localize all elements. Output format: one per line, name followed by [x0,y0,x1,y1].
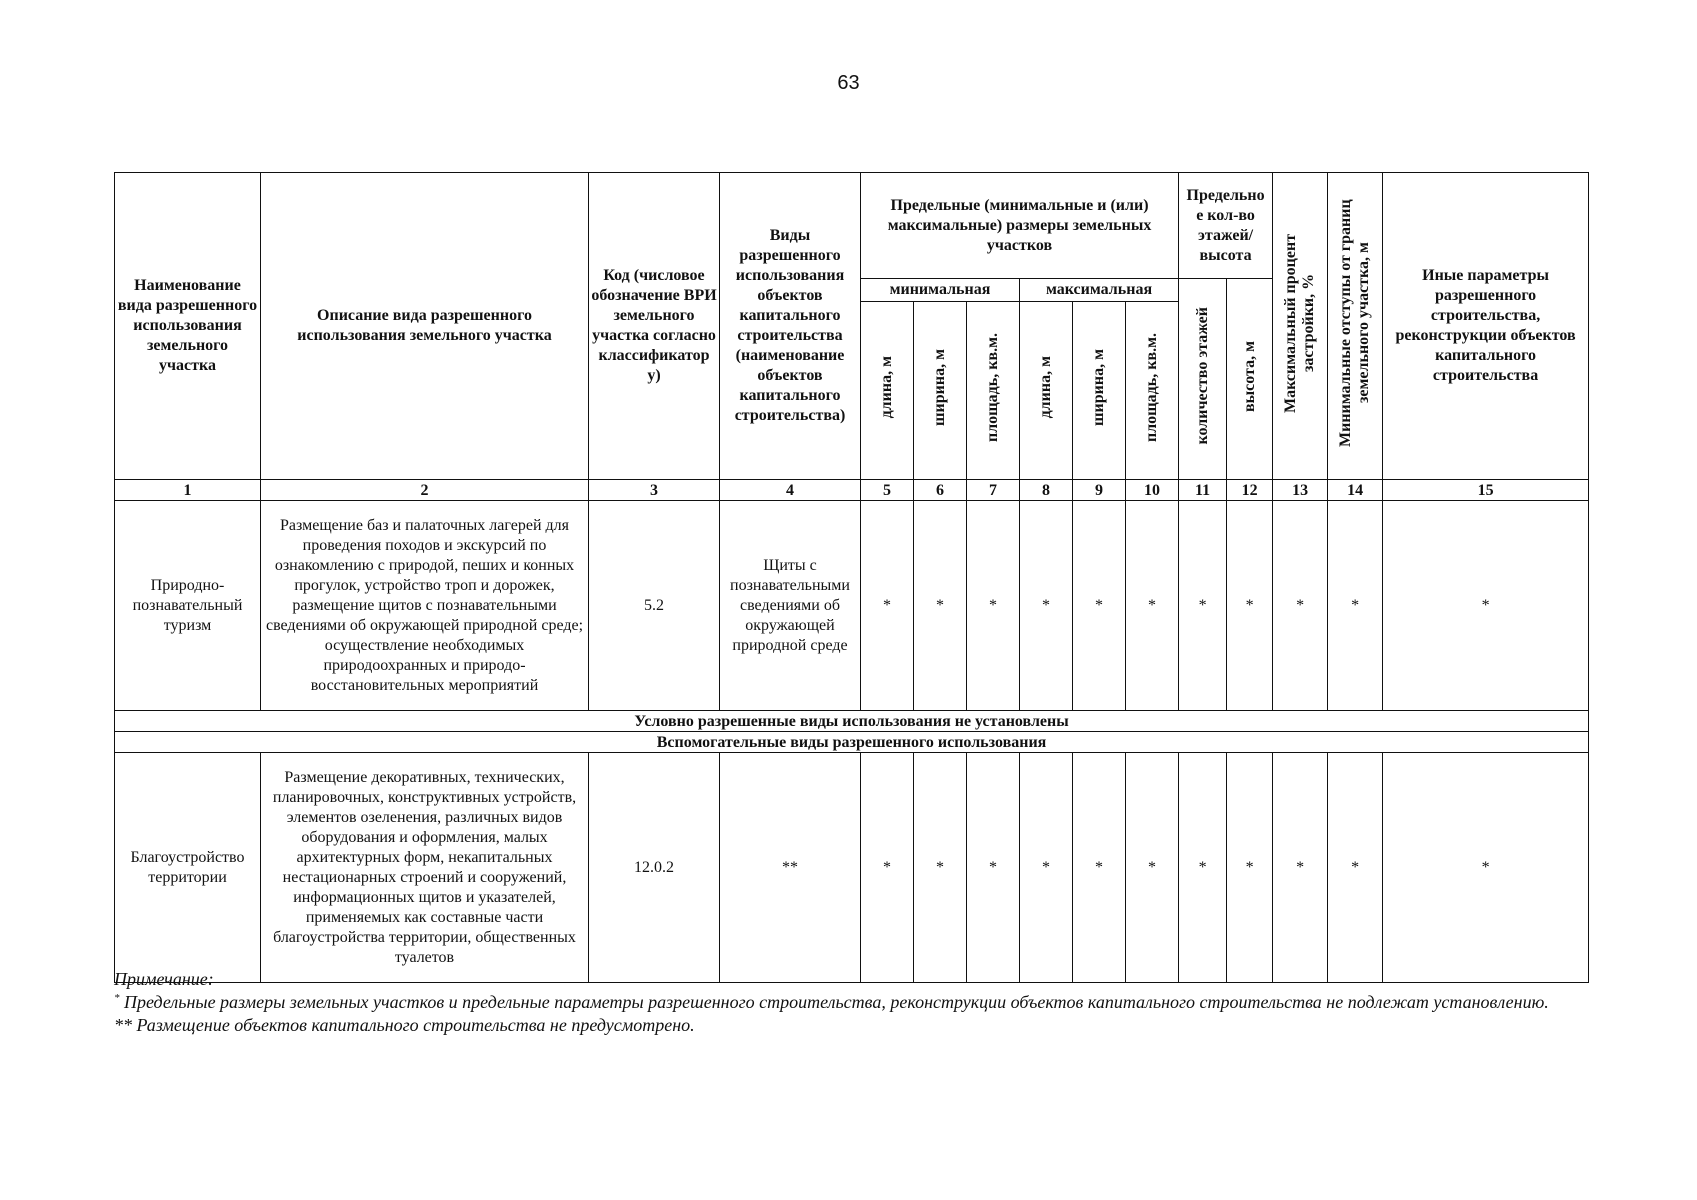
column-number: 8 [1020,480,1073,501]
min-width-value: * [914,753,967,983]
column-number: 5 [861,480,914,501]
min-length-value: * [861,501,914,711]
min-area-value: * [967,753,1020,983]
height-value: * [1227,753,1273,983]
page-number: 63 [837,72,860,94]
min-area-value: * [967,501,1020,711]
table-row [115,501,1589,711]
column-number: 4 [720,480,861,501]
header-capital-construction-types: Виды разрешенного использования объектов капитального строительства (наименование объектов капитального строительства) [720,173,861,480]
vri-code: 5.2 [589,501,720,711]
capital-objects: ** [720,753,861,983]
max-width-value: * [1073,501,1126,711]
column-number: 11 [1179,480,1227,501]
header-max-length-text: длина, м [1037,356,1054,419]
note-1-mark: * [114,992,120,1004]
column-number: 3 [589,480,720,501]
note-1 [114,991,1594,1014]
header-land-use-description: Описание вида разрешенного использования земельного участка [261,173,589,480]
max-length-value: * [1020,753,1073,983]
other-params-value: * [1383,501,1589,711]
header-min-setback [1328,173,1383,480]
column-number: 14 [1328,480,1383,501]
notes-title: Примечание: [114,969,214,989]
column-number: 10 [1126,480,1179,501]
header-maximum: максимальная [1020,279,1179,302]
header-max-area-text: площадь, кв.м. [1143,332,1161,442]
notes-block [114,968,1594,1037]
max-width-value: * [1073,753,1126,983]
min-length-value: * [861,753,914,983]
header-min-area [967,302,1020,480]
section-row-conditional [115,711,1589,732]
column-number: 6 [914,480,967,501]
land-use-description: Размещение декоративных, технических, планировочных, конструктивных устройств, элементов озеленения, различных видов оборудования и оформления, малых архитектурных форм, некапитальных нестационарных строений и сооружений, информационных щитов и указателей, применяемых как составные части благоустройства территории, общественных туалетов [261,753,589,983]
section-conditional-title: Условно разрешенные виды использования не установлены [115,711,1589,732]
header-other-parameters: Иные параметры разрешенного строительства, реконструкции объектов капитального строительства [1383,173,1589,480]
table-row [115,753,1589,983]
header-min-length [861,302,914,480]
header-floors-height-limits: Предельно е кол-во этажей/ высота [1179,173,1273,279]
column-number: 13 [1273,480,1328,501]
column-number: 9 [1073,480,1126,501]
header-land-use-name: Наименование вида разрешенного использования земельного участка [115,173,261,480]
height-value: * [1227,501,1273,711]
min-width-value: * [914,501,967,711]
vri-code: 12.0.2 [589,753,720,983]
land-use-name: Природно-познавательный туризм [115,501,261,711]
header-max-width [1073,302,1126,480]
column-number: 2 [261,480,589,501]
floors-value: * [1179,501,1227,711]
header-floors-count-text: количество этажей [1193,307,1211,445]
max-area-value: * [1126,753,1179,983]
header-max-width-text: ширина, м [1090,349,1107,426]
section-row-auxiliary [115,732,1589,753]
max-percent-value: * [1273,501,1328,711]
header-minimum: минимальная [861,279,1020,302]
note-2: ** Размещение объектов капитального строительства не предусмотрено. [114,1015,695,1035]
other-params-value: * [1383,753,1589,983]
land-use-description: Размещение баз и палаточных лагерей для проведения походов и экскурсий по ознакомлению с природой, пеших и конных прогулок, устройство троп и дорожек, размещение щитов с познавательными сведениями об окружающей природной среде; осуществление необходимых природоохранных и природо-восстановительных мероприятий [261,501,589,711]
section-auxiliary-title: Вспомогательные виды разрешенного использования [115,732,1589,753]
min-setback-value: * [1328,501,1383,711]
header-max-building-percent [1273,173,1328,480]
header-max-area [1126,302,1179,480]
header-max-building-percent-text: Максимальный процент застройки, % [1282,233,1318,413]
header-height-text: высота, м [1240,340,1258,412]
header-max-length [1020,302,1073,480]
header-min-width-text: ширина, м [931,349,948,426]
header-floors-count [1179,279,1227,480]
land-use-name: Благоустройство территории [115,753,261,983]
min-setback-value: * [1328,753,1383,983]
column-number: 15 [1383,480,1589,501]
floors-value: * [1179,753,1227,983]
column-number: 1 [115,480,261,501]
max-percent-value: * [1273,753,1328,983]
header-min-area-text: площадь, кв.м. [984,332,1001,442]
column-number: 7 [967,480,1020,501]
header-min-setback-text: Минимальные отступы от границ земельного участка, м [1337,199,1373,447]
header-min-length-text: длина, м [878,356,895,419]
column-number: 12 [1227,480,1273,501]
max-area-value: * [1126,501,1179,711]
note-1-text: Предельные размеры земельных участков и предельные параметры разрешенного строительства, реконструкции объектов капитального строительства не подлежат установлению. [119,992,1549,1012]
column-number-row [115,480,1589,501]
land-use-regulations-table [114,172,1589,983]
header-height [1227,279,1273,480]
max-length-value: * [1020,501,1073,711]
header-vri-code: Код (числовое обозначение ВРИ земельного участка согласно классификатор у) [589,173,720,480]
header-min-width [914,302,967,480]
capital-objects: Щиты с познавательными сведениями об окружающей природной среде [720,501,861,711]
header-plot-size-limits: Предельные (минимальные и (или) максимальные) размеры земельных участков [861,173,1179,279]
